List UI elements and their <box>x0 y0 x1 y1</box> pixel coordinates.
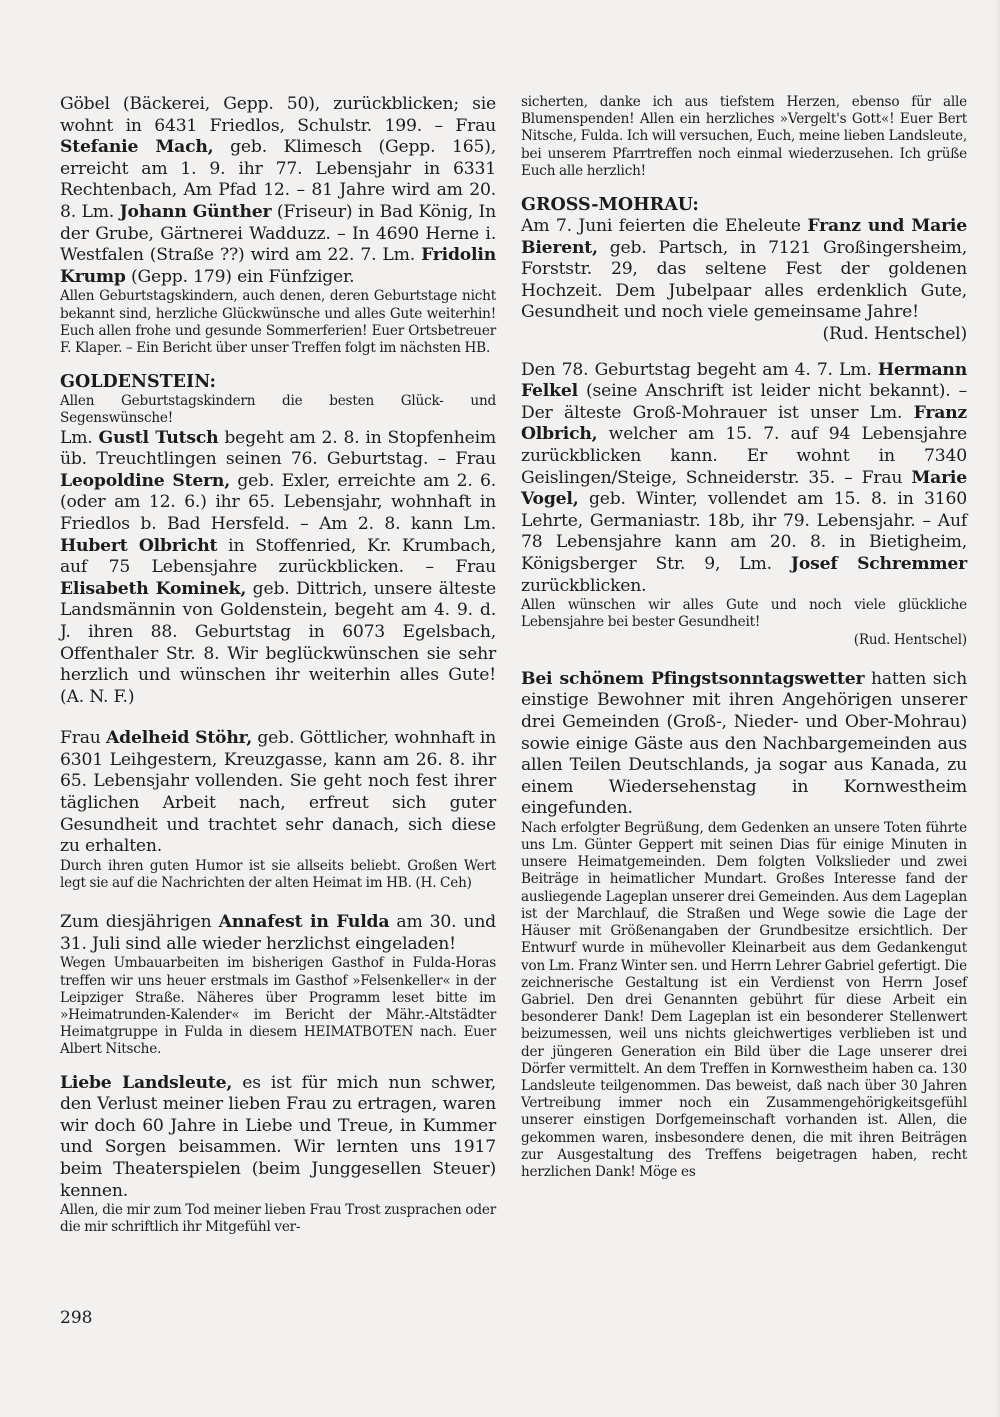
article-paragraph <box>60 94 496 288</box>
block-spacer <box>60 708 496 728</box>
text-run: es ist für mich nun schwer, den Verlust meiner lieben Frau zu ertragen, waren wir doch 60 Jahre in Liebe und Treue, in Kummer und Sorgen beisammen. Wir lernten uns 1917 beim Theaterspielen (beim Junggesellen Steuer) kennen. <box>60 1072 496 1201</box>
article-note <box>60 858 496 892</box>
text-run: Wegen Umbauarbeiten im bisherigen Gasthof in Fulda-Horas treffen wir uns heuer erstmals im Gasthof »Felsenkeller« in der Leipziger Straße. Näheres über Programm leset bitte im »Heimatrunden-Kalender« im Bericht der Mähr.-Altstädter Heimatgruppe in Fulda in diesem HEIMATBOTEN nach. Euer Albert Nitsche. <box>60 955 496 1058</box>
text-run: Frau <box>60 728 107 749</box>
text-run: Nach erfolgter Begrüßung, dem Gedenken an unsere Toten führte uns Lm. Günter Geppert mit seinen Dias für einige Minuten in unsere Heimatgemeinden. Dem folgten Volkslieder und zwei Beiträge in heimatlicher Mundart. Großes Interesse fand der ausliegende Lageplan unserer drei Gemeinden. Aus dem Lageplan ist der Marchlauf, die Straßen und Wege sowie die Lage der Häuser mit Größenangaben der Grundbesitze ersichtlich. Der Entwurf wurde in mühevoller Kleinarbeit aus dem Gedankengut von Lm. Franz Winter sen. und Herrn Lehrer Gabriel gefertigt. Die zeichnerische Gestaltung ist ein Verdienst von Herrn Josef Gabriel. Den drei Genannten gebührt für diese Arbeit ein besonderer Dank! Dem Lageplan ist ein besonderer Stellenwert beizumessen, weil uns nichts gleichwertiges verblieben ist und der jüngeren Generation ein Bild über die Lage unserer drei Dörfer vermittelt. An dem Treffen in Kornwestheim haben ca. 130 Landsleute teilgenommen. Das beweist, daß nach über 30 Jahren Vertreibung immer noch ein Zusammengehörigkeitsgefühl unserer einstigen Dorfgemeinschaft vorhanden ist. Allen, die gekommen waren, insbesondere denen, die mit ihren Beiträgen zur Ausgestaltung des Treffens beigetragen haben, recht herzlichen Dank! Möge es <box>521 819 967 1180</box>
article-note <box>521 820 967 1181</box>
highlighted-name: Hermann Felkel <box>521 359 967 402</box>
text-run: in Stoffenried, Kr. Krumbach, auf 75 Lebensjahre zurückblicken. – Frau <box>60 535 496 578</box>
block-spacer <box>521 346 967 360</box>
highlighted-name: Elisabeth Kominek, <box>60 578 247 599</box>
highlighted-name: Adelheid Stöhr, <box>106 728 253 749</box>
highlighted-name: Gustl Tutsch <box>98 427 219 448</box>
section-heading: GOLDENSTEIN: <box>60 372 217 393</box>
page-edge-shadow <box>994 0 1000 1417</box>
article-paragraph <box>521 360 967 598</box>
highlighted-name: Johann Günther <box>119 201 272 222</box>
text-run: Allen wünschen wir alles Gute und noch viele glückliche Lebensjahre bei bester Gesundheit! <box>521 597 967 631</box>
highlighted-name: Franz und Marie Bierent, <box>521 216 967 258</box>
article-paragraph <box>521 669 967 820</box>
text-run: Zum diesjährigen <box>60 912 219 933</box>
article-note <box>521 94 967 180</box>
article-note <box>521 597 967 631</box>
text-run: am 30. und 31. Juli sind alle wieder herzlichst eingeladen! <box>60 912 496 954</box>
block-spacer <box>521 649 967 669</box>
right-column <box>521 94 967 1181</box>
highlighted-name: Stefanie Mach, <box>60 137 214 158</box>
text-run: Allen, die mir zum Tod meiner lieben Frau Trost zusprachen oder die mir schriftlich ihr Mitgefühl ver- <box>60 1202 496 1236</box>
page-number: 298 <box>60 1308 93 1328</box>
article-paragraph <box>60 1073 496 1203</box>
highlighted-name: Annafest in Fulda <box>218 912 390 933</box>
text-run: Allen Geburtstagskindern, auch denen, deren Geburtstage nicht bekannt sind, herzliche Glückwünsche und alles Gute weiterhin! Euch allen frohe und gesunde Sommerferien! Euer Ortsbetreuer F. Klaper. – Ein Bericht über unser Treffen folgt im nächsten HB. <box>60 288 496 356</box>
text-run: Lm. <box>60 427 99 448</box>
text-run: (seine Anschrift ist leider nicht bekannt). – Der älteste Groß-Mohrauer ist unser Lm. <box>521 381 967 423</box>
highlighted-name: Franz Olbrich, <box>521 402 967 445</box>
left-column <box>60 94 496 1237</box>
highlighted-name: Hubert Olbricht <box>60 535 218 556</box>
text-run: geb. Göttlicher, wohnhaft in 6301 Leihgestern, Kreuzgasse, kann am 26. 8. ihr 65. Lebensjahr vollenden. Sie geht noch fest ihrer täglichen Arbeit nach, erfreut sich guter Gesundheit und trachtet sehr danach, sich diese zu erhalten. <box>60 728 496 857</box>
text-run: geb. Partsch, in 7121 Großingersheim, Forststr. 29, das seltene Fest der goldenen Hochzeit. Dem Jubelpaar alles erdenklich Gute, Gesundheit und noch viele gemeinsame Jahre! <box>521 237 967 323</box>
article-note <box>60 1202 496 1236</box>
text-run: (Rud. Hentschel) <box>853 631 967 648</box>
highlighted-name: Josef Schremmer <box>790 553 967 574</box>
text-run: Göbel (Bäckerei, Gepp. 50), zurückblicken; sie wohnt in 6431 Friedlos, Schulstr. 199. – Frau <box>60 94 496 136</box>
highlighted-name: Marie Vogel, <box>521 467 967 510</box>
text-run: welcher am 15. 7. auf 94 Lebensjahre zurückblicken kann. Er wohnt in 7340 Geislingen/Steige, Schneiderstr. 35. – Frau <box>521 424 967 488</box>
article-note <box>60 393 496 427</box>
highlighted-name: Leopoldine Stern, <box>60 470 230 491</box>
text-run: (Rud. Hentschel) <box>822 323 967 344</box>
article-paragraph <box>60 728 496 858</box>
highlighted-name: Liebe Landsleute, <box>60 1072 233 1093</box>
article-paragraph <box>60 912 496 955</box>
text-run: zurückblicken. <box>521 575 647 596</box>
text-run: sicherten, danke ich aus tiefstem Herzen, ebenso für alle Blumenspenden! Allen ein herzliches »Vergelt's Gott«! Euer Bert Nitsche, Fulda. Ich will versuchen, Euch, meine lieben Landsleute, bei unserem Pfarrtreffen noch einmal wiederzusehen. Ich grüße Euch alle herzlich! <box>521 94 967 179</box>
text-run: Allen Geburtstagskindern die besten Glück- und Segenswünsche! <box>60 393 496 427</box>
text-run: Durch ihren guten Humor ist sie allseits beliebt. Großen Wert legt sie auf die Nachrichten der alten Heimat im HB. (H. Ceh) <box>60 857 496 892</box>
block-spacer <box>60 1059 496 1073</box>
text-run: geb. Dittrich, unsere älteste Landsmännin von Goldenstein, begeht am 4. 9. d. J. ihren 88. Geburtstag in 6073 Egelsbach, Offenthaler Str. 8. Wir beglückwünschen sie sehr herzlich und wünschen ihr weiterhin alles Gute! (A. N. F.) <box>60 578 496 707</box>
article-paragraph <box>521 216 967 324</box>
text-run: geb. Exler, erreichte am 2. 6. (oder am 12. 6.) ihr 65. Lebensjahr, wohnhaft in Friedlos b. Bad Hersfeld. – Am 2. 8. kann Lm. <box>60 470 496 534</box>
text-run: Am 7. Juni feierten die Eheleute <box>521 216 808 237</box>
highlighted-name: Fridolin Krump <box>60 245 496 287</box>
section-heading: GROSS-MOHRAU: <box>521 195 699 216</box>
block-spacer <box>60 357 496 371</box>
article-note <box>60 288 496 357</box>
text-run: hatten sich einstige Bewohner mit ihren Angehörigen unserer drei Gemeinden (Groß-, Nieder- und Ober-Mohrau) sowie einige Gäste aus den Nachbargemeinden aus allen Teilen Deutschlands, ja sogar aus Kanada, zu einem Wiedersehenstag in Kornwestheim eingefunden. <box>521 668 967 819</box>
article-paragraph <box>60 428 496 709</box>
author-signature <box>521 324 967 346</box>
text-run: Den 78. Geburtstag begeht am 4. 7. Lm. <box>521 359 878 380</box>
article-note <box>60 955 496 1058</box>
author-signature <box>521 632 967 649</box>
text-run: (Friseur) in Bad König, In der Grube, Gärtnerei Wadduzz. – In 4690 Herne i. Westfalen (Straße ??) wird am 22. 7. Lm. <box>60 201 496 266</box>
highlighted-name: Bei schönem Pfingstsonntagswetter <box>521 668 865 689</box>
text-run: begeht am 2. 8. in Stopfenheim üb. Treuchtlingen seinen 76. Geburtstag. – Frau <box>60 427 497 470</box>
block-spacer <box>60 892 496 912</box>
text-run: geb. Klimesch (Gepp. 165), erreicht am 1. 9. ihr 77. Lebensjahr in 6331 Rechtenbach, Am Pfad 12. – 81 Jahre wird am 20. 8. Lm. <box>60 137 496 222</box>
block-spacer <box>521 180 967 194</box>
text-run: geb. Winter, vollendet am 15. 8. in 3160 Lehrte, Germaniastr. 18b, ihr 79. Lebensjahr. – Auf 78 Lebensjahre kann am 20. 8. in Bietigheim, Königsberger Str. 9, Lm. <box>521 489 967 574</box>
text-run: (Gepp. 179) ein Fünfziger. <box>125 266 355 287</box>
